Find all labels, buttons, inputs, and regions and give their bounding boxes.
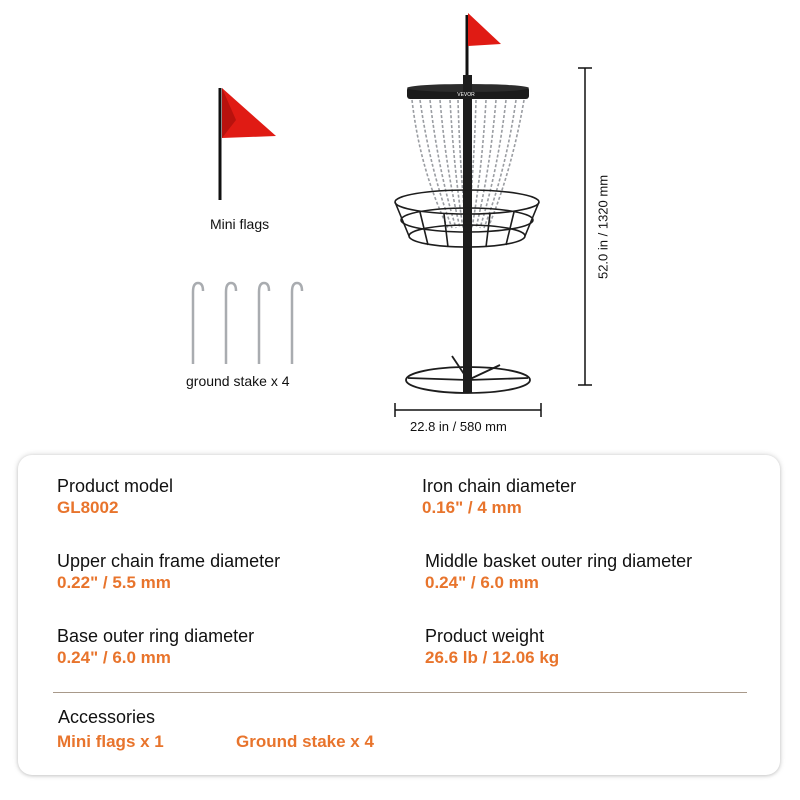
spec-product-weight — [425, 625, 559, 669]
spec-base-outer-ring-diameter — [57, 625, 254, 669]
spec-product-model — [57, 475, 173, 519]
mini-flags-label: Mini flags — [210, 216, 270, 232]
spec-label: Product weight — [425, 626, 545, 646]
width-dimension-line — [395, 403, 541, 417]
height-dimension-line — [578, 68, 592, 385]
spec-label: Middle basket outer ring diameter — [425, 551, 693, 571]
spec-label: Upper chain frame diameter — [57, 551, 281, 571]
spec-iron-chain-diameter — [422, 475, 576, 519]
spec-value: 0.16" / 4 mm — [422, 498, 522, 517]
accessory-mini-flags: Mini flags x 1 — [57, 732, 164, 751]
spec-middle-basket-ring-diameter — [425, 550, 692, 594]
brand-mark: VEVOR — [457, 92, 475, 98]
accessory-ground-stake: Ground stake x 4 — [236, 732, 374, 751]
specifications-card — [18, 455, 780, 775]
spec-label: Base outer ring diameter — [57, 626, 255, 646]
accessories-title: Accessories — [58, 707, 156, 727]
spec-label: Iron chain diameter — [422, 476, 577, 496]
spec-upper-chain-frame-diameter — [57, 550, 280, 594]
spec-value: 0.24" / 6.0 mm — [57, 648, 171, 667]
divider — [53, 692, 747, 693]
spec-value: 0.22" / 5.5 mm — [57, 573, 171, 592]
spec-value: 26.6 lb / 12.06 kg — [425, 648, 560, 667]
ground-stakes-image — [193, 283, 302, 364]
basket-image — [395, 13, 539, 393]
ground-stake-label: ground stake x 4 — [186, 373, 290, 389]
width-dimension-label: 22.8 in / 580 mm — [410, 419, 507, 434]
mini-flag-image — [220, 88, 276, 200]
spec-value: 0.24" / 6.0 mm — [425, 573, 539, 592]
spec-label: Product model — [57, 476, 174, 496]
height-dimension-label: 52.0 in / 1320 mm — [595, 174, 611, 280]
spec-value: GL8002 — [57, 498, 119, 517]
